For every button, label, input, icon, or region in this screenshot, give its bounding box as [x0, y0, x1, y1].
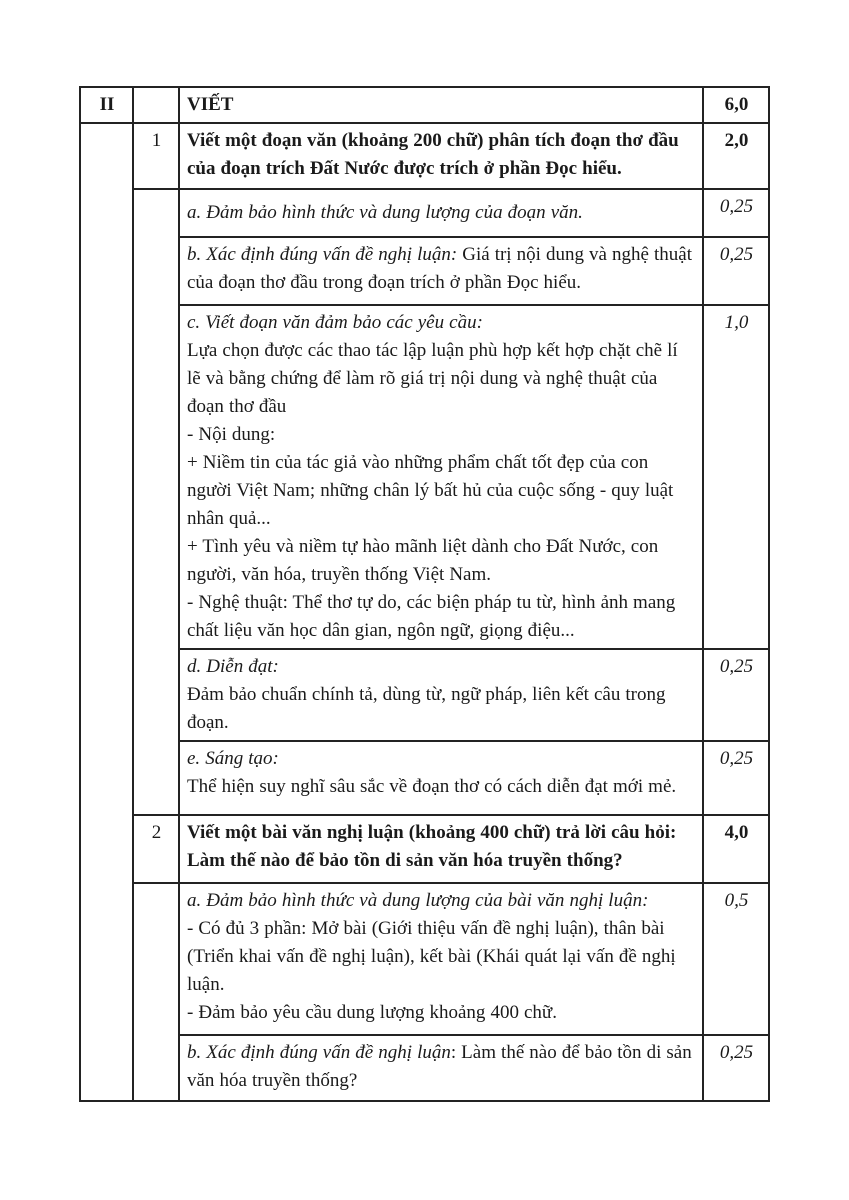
task1-points-cell: 2,0	[703, 123, 769, 189]
task1-criterion-e-points-cell: 0,25	[703, 741, 769, 815]
task2-number-cell: 2	[133, 815, 179, 883]
section-numeral-cell: II	[80, 87, 133, 123]
criterion-text: Thể hiện suy nghĩ sâu sắc về đoạn thơ có cách diễn đạt mới mẻ.	[187, 776, 677, 797]
task1-title-cell: Viết một đoạn văn (khoảng 200 chữ) phân tích đoạn thơ đầu của đoạn trích Đất Nước được trích ở phần Đọc hiểu.	[179, 123, 703, 189]
task1-criterion-a-points-cell: 0,25	[703, 189, 769, 237]
grading-rubric-table	[79, 86, 770, 1102]
task1-number-span-cell	[133, 189, 179, 815]
table-row-task2-criterion-b	[80, 1035, 769, 1101]
criterion-text: Đảm bảo chuẩn chính tả, dùng từ, ngữ pháp, liên kết câu trong đoạn.	[187, 684, 666, 733]
task2-criterion-b-cell	[179, 1035, 703, 1101]
task1-criterion-c-points-cell: 1,0	[703, 305, 769, 649]
criterion-heading: c. Viết đoạn văn đảm bảo các yêu cầu:	[187, 312, 483, 333]
criterion-line: - Nghệ thuật: Thể thơ tự do, các biện pháp tu từ, hình ảnh mang chất liệu văn học dân gian, ngôn ngữ, giọng điệu...	[187, 592, 676, 641]
task2-number-span-cell	[133, 883, 179, 1101]
criterion-heading: d. Diễn đạt:	[187, 656, 279, 677]
criterion-heading: e. Sáng tạo:	[187, 748, 279, 769]
section-span-cell	[80, 123, 133, 1101]
table-row-task1-criterion-b	[80, 237, 769, 305]
criterion-line: + Tình yêu và niềm tự hào mãnh liệt dành cho Đất Nước, con người, văn hóa, truyền thống Việt Nam.	[187, 536, 659, 585]
table-row-task1-criterion-a	[80, 189, 769, 237]
criterion-line: - Nội dung:	[187, 424, 276, 445]
task1-criterion-b-points-cell: 0,25	[703, 237, 769, 305]
criterion-line: Lựa chọn được các thao tác lập luận phù hợp kết hợp chặt chẽ lí lẽ và bằng chứng để làm rõ giá trị nội dung và nghệ thuật của đoạn thơ đầu	[187, 340, 678, 417]
section-points-cell: 6,0	[703, 87, 769, 123]
table-row-task1-criterion-c	[80, 305, 769, 649]
task1-number-cell: 1	[133, 123, 179, 189]
task1-criterion-e-cell	[179, 741, 703, 815]
criterion-line: - Đảm bảo yêu cầu dung lượng khoảng 400 chữ.	[187, 1002, 557, 1023]
criterion-label-italic: b. Xác định đúng vấn đề nghị luận	[187, 1042, 451, 1063]
task2-criterion-a-cell	[179, 883, 703, 1035]
criterion-heading: a. Đảm bảo hình thức và dung lượng của bài văn nghị luận:	[187, 890, 649, 911]
task1-criterion-d-cell	[179, 649, 703, 741]
section-empty-cell	[133, 87, 179, 123]
table-row-task1-criterion-e	[80, 741, 769, 815]
table-row-task1	[80, 123, 769, 189]
section-title-cell: VIẾT	[179, 87, 703, 123]
criterion-label-rest: Giá trị nội dung và nghệ thuật của đoạn thơ đầu trong đoạn trích ở phần Đọc hiểu.	[187, 244, 692, 293]
task1-criterion-d-points-cell: 0,25	[703, 649, 769, 741]
table-row-section-header	[80, 87, 769, 123]
task1-criterion-c-cell	[179, 305, 703, 649]
criterion-line: - Có đủ 3 phần: Mở bài (Giới thiệu vấn đề nghị luận), thân bài (Triển khai vấn đề nghị luận), kết bài (Khái quát lại vấn đề nghị luận.	[187, 918, 676, 995]
table-row-task1-criterion-d	[80, 649, 769, 741]
table-row-task2-criterion-a	[80, 883, 769, 1035]
criterion-line: + Niềm tin của tác giả vào những phẩm chất tốt đẹp của con người Việt Nam; những chân lý bất hủ của cuộc sống - quy luật nhân quả...	[187, 452, 674, 529]
task2-title-cell: Viết một bài văn nghị luận (khoảng 400 chữ) trả lời câu hỏi: Làm thế nào để bảo tồn di sản văn hóa truyền thống?	[179, 815, 703, 883]
task2-points-cell: 4,0	[703, 815, 769, 883]
criterion-label: a. Đảm bảo hình thức và dung lượng của đoạn văn.	[187, 202, 583, 223]
task2-criterion-a-points-cell: 0,5	[703, 883, 769, 1035]
table-row-task2	[80, 815, 769, 883]
criterion-label-italic: b. Xác định đúng vấn đề nghị luận:	[187, 244, 458, 265]
task1-criterion-b-cell	[179, 237, 703, 305]
task1-criterion-a-cell	[179, 189, 703, 237]
criterion-label-rest: : Làm thế nào để bảo tồn di sản văn hóa truyền thống?	[187, 1042, 692, 1091]
task2-criterion-b-points-cell: 0,25	[703, 1035, 769, 1101]
